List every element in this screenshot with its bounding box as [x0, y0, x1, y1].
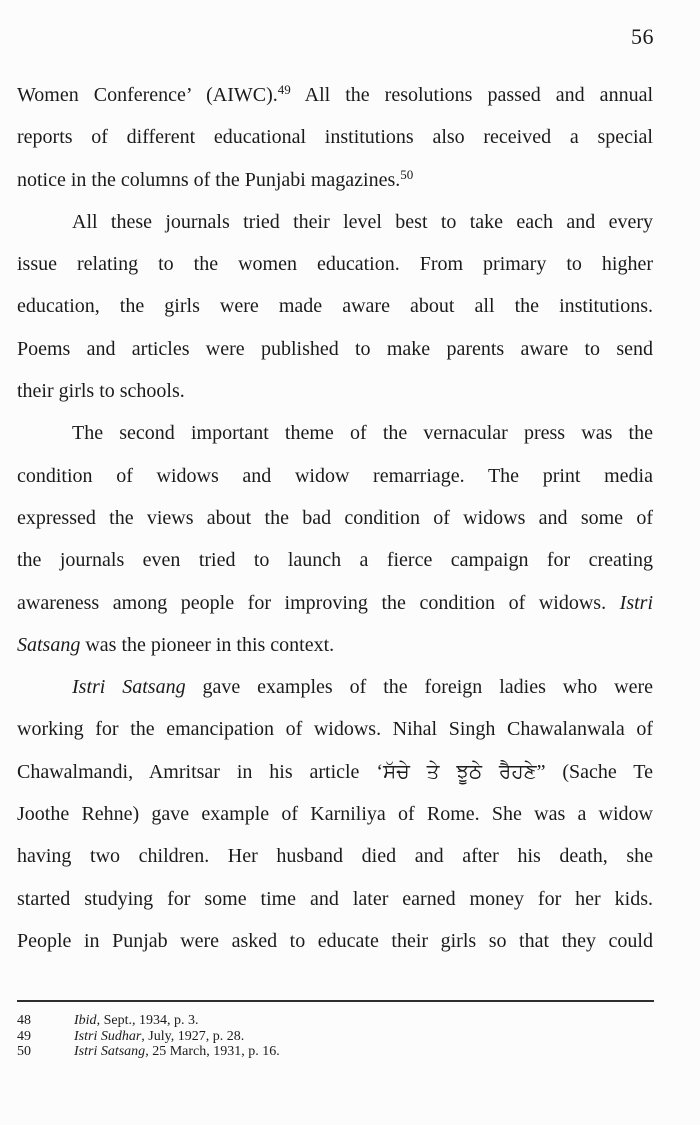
footnote-row — [17, 1029, 654, 1045]
text-line — [17, 74, 653, 116]
text-line — [17, 708, 653, 750]
text-line — [17, 878, 653, 920]
text-line — [17, 624, 653, 666]
text-segment: , 25 March, 1931, p. 16. — [145, 1044, 280, 1059]
gurmukhi-phrase: ‘ਸੱਚੇ ਤੇ ਝੂਠੇ ਰੈਹਣੇ” — [376, 760, 546, 783]
text-segment: All these journals tried their level best to take each and every — [72, 210, 653, 233]
text-segment: issue relating to the women education. From primary to higher — [17, 253, 653, 276]
footnote-number: 50 — [17, 1044, 31, 1059]
footnotes-section — [17, 1013, 654, 1060]
text-segment: , July, 1927, p. 28. — [141, 1028, 245, 1044]
text-line — [17, 455, 653, 497]
text-segment: the journals even tried to launch a fierce campaign for creating — [17, 549, 653, 572]
footnote-ref: 49 — [277, 82, 291, 97]
text-line — [17, 159, 653, 201]
text-segment: started studying for some time and later earned money for her kids. — [17, 887, 653, 910]
text-segment: awareness among people for improving the condition of widows. — [17, 591, 620, 614]
text-segment: condition of widows and widow remarriage. The print media — [17, 464, 653, 487]
text-line — [17, 539, 653, 581]
text-segment: All the resolutions passed and annual — [290, 84, 653, 106]
text-segment: Satsang — [17, 633, 81, 656]
text-segment: notice in the columns of the Punjabi magazines. — [17, 168, 401, 191]
text-segment: Istri — [619, 591, 653, 614]
footnote-number: 49 — [17, 1028, 31, 1044]
text-line — [17, 370, 653, 412]
text-line — [17, 201, 653, 243]
text-segment: , Sept., 1934, p. 3. — [96, 1013, 199, 1028]
text-segment: Women Conference’ (AIWC). — [17, 84, 278, 106]
footnote-separator-rule — [17, 1000, 654, 1002]
document-body — [17, 74, 653, 962]
text-segment: Istri Satsang — [72, 676, 186, 699]
footnote-row — [17, 1013, 654, 1029]
text-segment: gave examples of the foreign ladies who were — [185, 676, 653, 699]
text-segment: People in Punjab were asked to educate their girls so that they could — [17, 929, 653, 952]
text-line — [17, 285, 653, 327]
text-segment: working for the emancipation of widows. Nihal Singh Chawalanwala of — [17, 718, 653, 741]
text-segment: having two children. Her husband died and after his death, she — [17, 845, 653, 868]
text-segment: education, the girls were made aware about all the institutions. — [17, 295, 653, 318]
footnote-text — [74, 1044, 654, 1060]
text-line — [17, 116, 653, 158]
text-line — [17, 243, 653, 285]
text-segment: (Sache Te — [545, 760, 653, 783]
text-line — [17, 666, 653, 708]
text-line — [17, 835, 653, 877]
text-segment: reports of different educational institutions also received a special — [17, 126, 653, 149]
footnote-number: 48 — [17, 1013, 31, 1028]
footnote-text — [74, 1013, 654, 1029]
text-segment: expressed the views about the bad condition of widows and some of — [17, 506, 653, 529]
text-segment: Chawalmandi, Amritsar in his article — [17, 760, 377, 783]
text-line — [17, 582, 653, 624]
text-line — [17, 920, 653, 962]
text-line — [17, 751, 653, 793]
text-segment: Joothe Rehne) gave example of Karniliya of Rome. She was a widow — [17, 803, 653, 826]
footnote-text — [74, 1029, 654, 1045]
text-segment: Istri Sudhar — [74, 1028, 142, 1044]
text-line — [17, 793, 653, 835]
text-segment: was the pioneer in this context. — [80, 633, 335, 656]
text-line — [17, 412, 653, 454]
text-segment: The second important theme of the vernacular press was the — [72, 422, 653, 445]
page-number: 56 — [631, 24, 654, 49]
text-segment: Ibid — [74, 1013, 97, 1028]
footnote-row — [17, 1044, 654, 1060]
text-line — [17, 497, 653, 539]
text-segment: Istri Satsang — [74, 1044, 146, 1059]
text-line — [17, 328, 653, 370]
footnote-ref: 50 — [400, 166, 414, 182]
text-segment: Poems and articles were published to make parents aware to send — [17, 337, 653, 360]
text-segment: their girls to schools. — [17, 380, 185, 403]
